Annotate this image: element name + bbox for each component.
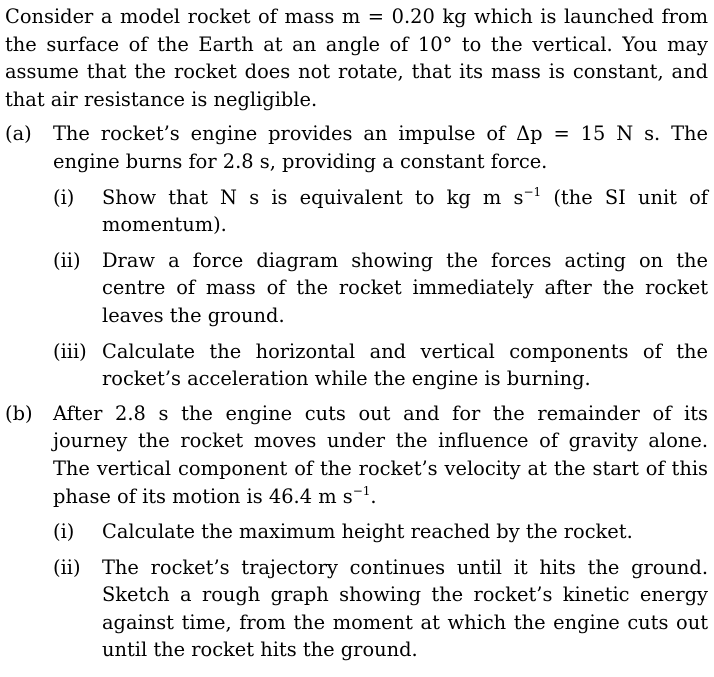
subpart-text-start: Show that N s is equivalent to kg m s [102,185,524,209]
part-b-text-end: . [370,484,377,508]
part-b-label: (b) [5,401,33,425]
subpart-text: Calculate the maximum height reached by the rocket. [102,520,633,544]
subpart-text-end: (the SI unit of momentum). [102,185,708,237]
part-a-subpart-i [53,184,708,239]
part-a [5,120,708,392]
part-b-text [53,400,708,510]
part-a-body [53,120,708,392]
part-b-text-start: After 2.8 s the engine cuts out and for the remainder of its journey the rocket moves under the influence of gravity alone. The vertical component of the rocket’s velocity at the start of this phase of its motion is 46.4 m s [53,401,708,508]
subpart-label: (i) [53,185,75,209]
subpart-label: (ii) [53,248,81,272]
subpart-text: Draw a force diagram showing the forces acting on the centre of mass of the rocket immediately after the rocket leaves the ground. [102,248,708,327]
part-b-subpart-i [53,518,708,546]
subpart-text [102,184,708,239]
part-a-label: (a) [5,122,32,146]
part-b-body [53,400,708,664]
unit-exponent: −1 [523,184,542,199]
subpart-text: The rocket’s trajectory continues until it hits the ground. Sketch a rough graph showing the rocket’s kinetic energy against time, from the moment at which the engine cuts out until the rocket hits the ground. [102,555,708,662]
part-a-subpart-iii [53,338,708,393]
subpart-label: (iii) [53,339,87,363]
unit-exponent: −1 [352,483,371,498]
part-b-subpart-ii [53,554,708,664]
subpart-text: Calculate the horizontal and vertical components of the rocket’s acceleration while the engine is burning. [102,339,708,391]
part-b [5,400,708,664]
part-a-subpart-ii [53,247,708,330]
subpart-label: (ii) [53,555,81,579]
part-a-text: The rocket’s engine provides an impulse of Δp = 15 N s. The engine burns for 2.8 s, providing a constant force. [53,122,708,173]
question-intro: Consider a model rocket of mass m = 0.20 kg which is launched from the surface of the Earth at an angle of 10° to the vertical. You may assume that the rocket does not rotate, that its mass is constant, and that air resistance is negligible. [5,5,708,111]
subpart-label: (i) [53,520,75,544]
